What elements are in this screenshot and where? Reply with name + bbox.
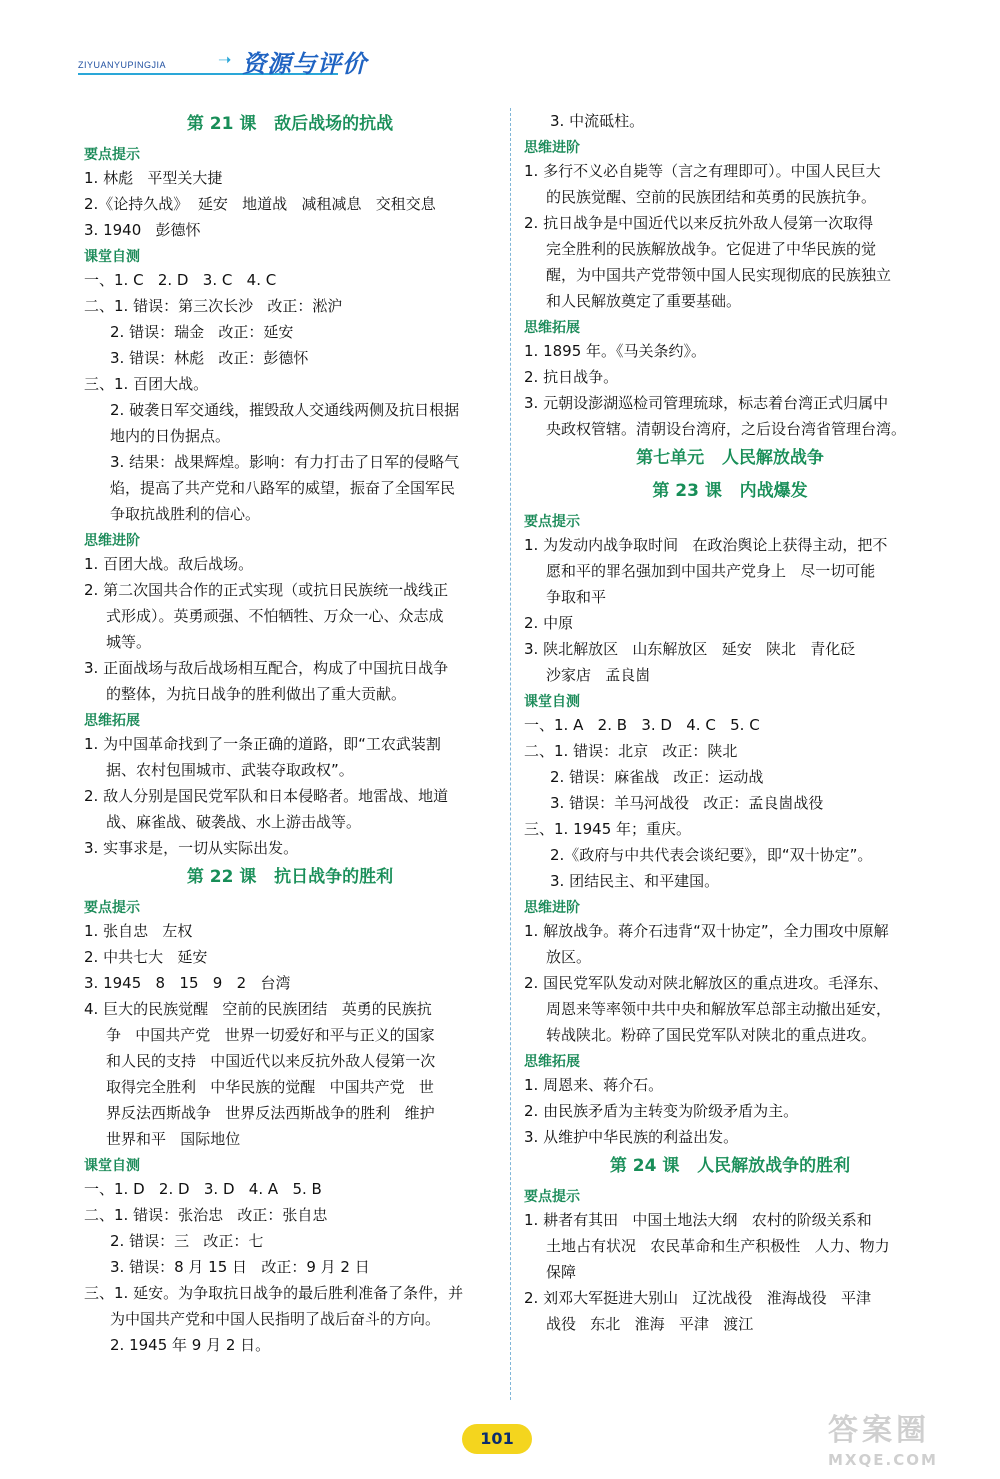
text-line: 三、1. 延安。为争取抗日战争的最后胜利准备了条件，并 xyxy=(84,1284,464,1302)
text-line: 2. 抗日战争是中国近代以来反抗外敌人侵第一次取得 xyxy=(524,214,874,232)
text-line: 一、1. D 2. D 3. D 4. A 5. B xyxy=(84,1180,322,1198)
text-line: 3. 团结民主、和平建国。 xyxy=(550,872,720,890)
text-line: 的民族觉醒、空前的民族团结和英勇的民族抗争。 xyxy=(546,188,877,206)
page-header xyxy=(70,36,370,82)
text-line: 1. 1895 年。《马关条约》。 xyxy=(524,342,707,360)
text-line: 2. 刘邓大军挺进大别山 辽沈战役 淮海战役 平津 xyxy=(524,1289,871,1307)
watermark-text: 答案圈 xyxy=(828,1413,930,1448)
text-line: 2. 错误：三 改正：七 xyxy=(110,1232,264,1250)
lesson-title: 第 22 课 抗日战争的胜利 xyxy=(186,867,394,887)
lesson-title: 第 24 课 人民解放战争的胜利 xyxy=(609,1156,851,1176)
text-line: 醒，为中国共产党带领中国人民实现彻底的民族独立 xyxy=(546,266,892,284)
text-line: 3. 错误：8 月 15 日 改正：9 月 2 日 xyxy=(110,1258,370,1276)
arrow-icon: ➝ xyxy=(218,50,232,69)
text-line: 沙家店 孟良崮 xyxy=(546,666,651,684)
text-line: 2. 破袭日军交通线，摧毁敌人交通线两侧及抗日根据 xyxy=(110,401,460,419)
section-heading: 课堂自测 xyxy=(84,1158,140,1174)
section-heading: 要点提示 xyxy=(84,900,140,916)
text-line: 3. 从维护中华民族的利益出发。 xyxy=(524,1128,739,1146)
text-line: 完全胜利的民族解放战争。它促进了中华民族的觉 xyxy=(546,240,877,258)
section-heading: 思维拓展 xyxy=(524,1054,580,1070)
text-line: 1. 耕者有其田 中国土地法大纲 农村的阶级关系和 xyxy=(524,1211,872,1229)
text-line: 2. 敌人分别是国民党军队和日本侵略者。地雷战、地道 xyxy=(84,787,449,805)
text-line: 界反法西斯战争 世界反法西斯战争的胜利 维护 xyxy=(106,1104,435,1122)
text-line: 战、麻雀战、破袭战、水上游击战等。 xyxy=(106,813,362,831)
text-line: 三、1. 百团大战。 xyxy=(84,375,209,393)
text-line: 2. 1945 年 9 月 2 日。 xyxy=(110,1336,271,1354)
text-line: 取得完全胜利 中华民族的觉醒 中国共产党 世 xyxy=(106,1078,434,1096)
section-heading: 要点提示 xyxy=(524,1189,580,1205)
text-line: 1. 为发动内战争取时间 在政治舆论上获得主动，把不 xyxy=(524,536,888,554)
text-line: 3. 陕北解放区 山东解放区 延安 陕北 青化砭 xyxy=(524,640,856,658)
text-line: 保障 xyxy=(546,1263,577,1281)
text-line: 一、1. A 2. B 3. D 4. C 5. C xyxy=(524,716,760,734)
text-line: 2. 由民族矛盾为主转变为阶级矛盾为主。 xyxy=(524,1102,799,1120)
text-line: 3. 1945 8 15 9 2 台湾 xyxy=(84,974,291,992)
text-line: 争取抗战胜利的信心。 xyxy=(110,505,261,523)
section-heading: 思维拓展 xyxy=(524,320,580,336)
text-line: 2. 国民党军队发动对陕北解放区的重点进攻。毛泽东、 xyxy=(524,974,889,992)
text-line: 1. 为中国革命找到了一条正确的道路，即“工农武装割 xyxy=(84,735,441,753)
text-line: 3. 错误：林彪 改正：彭德怀 xyxy=(110,349,309,367)
text-line: 二、1. 错误：张治忠 改正：张自忠 xyxy=(84,1206,328,1224)
section-heading: 要点提示 xyxy=(84,147,140,163)
lesson-title: 第 21 课 敌后战场的抗战 xyxy=(186,114,394,134)
text-line: 3. 元朝设澎湖巡检司管理琉球，标志着台湾正式归属中 xyxy=(524,394,889,412)
text-line: 地内的日伪据点。 xyxy=(110,427,231,445)
text-line: 土地占有状况 农民革命和生产积极性 人力、物力 xyxy=(546,1237,890,1255)
text-line: 战役 东北 淮海 平津 渡江 xyxy=(546,1315,754,1333)
text-line: 4. 巨大的民族觉醒 空前的民族团结 英勇的民族抗 xyxy=(84,1000,432,1018)
text-line: 城等。 xyxy=(106,633,152,651)
lesson-title: 第七单元 人民解放战争 xyxy=(636,448,824,468)
text-line: 放区。 xyxy=(546,948,592,966)
brand-pinyin: ZIYUANYUPINGJIA xyxy=(78,60,167,70)
text-line: 1. 林彪 平型关大捷 xyxy=(84,169,223,187)
brand-title: 资源与评价 xyxy=(242,50,367,78)
right-column xyxy=(524,108,936,1337)
watermark-logo xyxy=(828,1405,978,1467)
text-line: 2.《政府与中共代表会谈纪要》，即“双十协定”。 xyxy=(550,846,873,864)
watermark-url: MXQE.COM xyxy=(828,1451,938,1469)
lesson-title: 第 23 课 内战爆发 xyxy=(652,481,808,501)
text-line: 2. 抗日战争。 xyxy=(524,368,619,386)
text-line: 3. 正面战场与敌后战场相互配合，构成了中国抗日战争 xyxy=(84,659,449,677)
text-line: 据、农村包围城市、武装夺取政权”。 xyxy=(106,761,354,779)
text-line: 3. 中流砥柱。 xyxy=(550,112,645,130)
text-line: 二、1. 错误：第三次长沙 改正：淞沪 xyxy=(84,297,343,315)
text-line: 2.《论持久战》 延安 地道战 减租减息 交租交息 xyxy=(84,195,436,213)
text-line: 焰，提高了共产党和八路军的威望，振奋了全国军民 xyxy=(110,479,456,497)
text-line: 3. 结果：战果辉煌。影响：有力打击了日军的侵略气 xyxy=(110,453,460,471)
text-line: 愿和平的罪名强加到中国共产党身上 尽一切可能 xyxy=(546,562,876,580)
text-line: 2. 错误：麻雀战 改正：运动战 xyxy=(550,768,764,786)
text-line: 1. 百团大战。敌后战场。 xyxy=(84,555,254,573)
text-line: 争 中国共产党 世界一切爱好和平与正义的国家 xyxy=(106,1026,435,1044)
text-line: 央政权管辖。清朝设台湾府，之后设台湾省管理台湾。 xyxy=(546,420,907,438)
section-heading: 课堂自测 xyxy=(84,249,140,265)
text-line: 为中国共产党和中国人民指明了战后奋斗的方向。 xyxy=(110,1310,441,1328)
text-line: 一、1. C 2. D 3. C 4. C xyxy=(84,271,277,289)
page-number: 101 xyxy=(462,1424,532,1454)
text-line: 和人民的支持 中国近代以来反抗外敌人侵第一次 xyxy=(106,1052,436,1070)
column-divider xyxy=(510,108,511,1400)
section-heading: 思维进阶 xyxy=(84,533,140,549)
text-line: 3. 1940 彭德怀 xyxy=(84,221,201,239)
text-line: 三、1. 1945 年；重庆。 xyxy=(524,820,692,838)
section-heading: 思维进阶 xyxy=(524,900,580,916)
text-line: 二、1. 错误：北京 改正：陕北 xyxy=(524,742,738,760)
section-heading: 课堂自测 xyxy=(524,694,580,710)
text-line: 周恩来等率领中共中央和解放军总部主动撤出延安， xyxy=(546,1000,892,1018)
text-line: 2. 第二次国共合作的正式实现（或抗日民族统一战线正 xyxy=(84,581,449,599)
text-line: 世界和平 国际地位 xyxy=(106,1130,241,1148)
text-line: 转战陕北。粉碎了国民党军队对陕北的重点进攻。 xyxy=(546,1026,877,1044)
section-heading: 思维进阶 xyxy=(524,140,580,156)
text-line: 2. 错误：瑞金 改正：延安 xyxy=(110,323,294,341)
text-line: 和人民解放奠定了重要基础。 xyxy=(546,292,742,310)
text-line: 3. 实事求是，一切从实际出发。 xyxy=(84,839,299,857)
text-line: 1. 多行不义必自毙等（言之有理即可）。中国人民巨大 xyxy=(524,162,881,180)
text-line: 3. 错误：羊马河战役 改正：孟良崮战役 xyxy=(550,794,824,812)
left-column xyxy=(84,108,496,1358)
text-line: 2. 中原 xyxy=(524,614,574,632)
text-line: 1. 周恩来、蒋介石。 xyxy=(524,1076,664,1094)
text-line: 2. 中共七大 延安 xyxy=(84,948,208,966)
text-line: 1. 张自忠 左权 xyxy=(84,922,193,940)
text-line: 的整体，为抗日战争的胜利做出了重大贡献。 xyxy=(106,685,407,703)
text-line: 1. 解放战争。蒋介石违背“双十协定”，全力围攻中原解 xyxy=(524,922,889,940)
section-heading: 要点提示 xyxy=(524,514,580,530)
text-line: 式形成）。英勇顽强、不怕牺牲、万众一心、众志成 xyxy=(106,607,444,625)
section-heading: 思维拓展 xyxy=(84,713,140,729)
text-line: 争取和平 xyxy=(546,588,607,606)
